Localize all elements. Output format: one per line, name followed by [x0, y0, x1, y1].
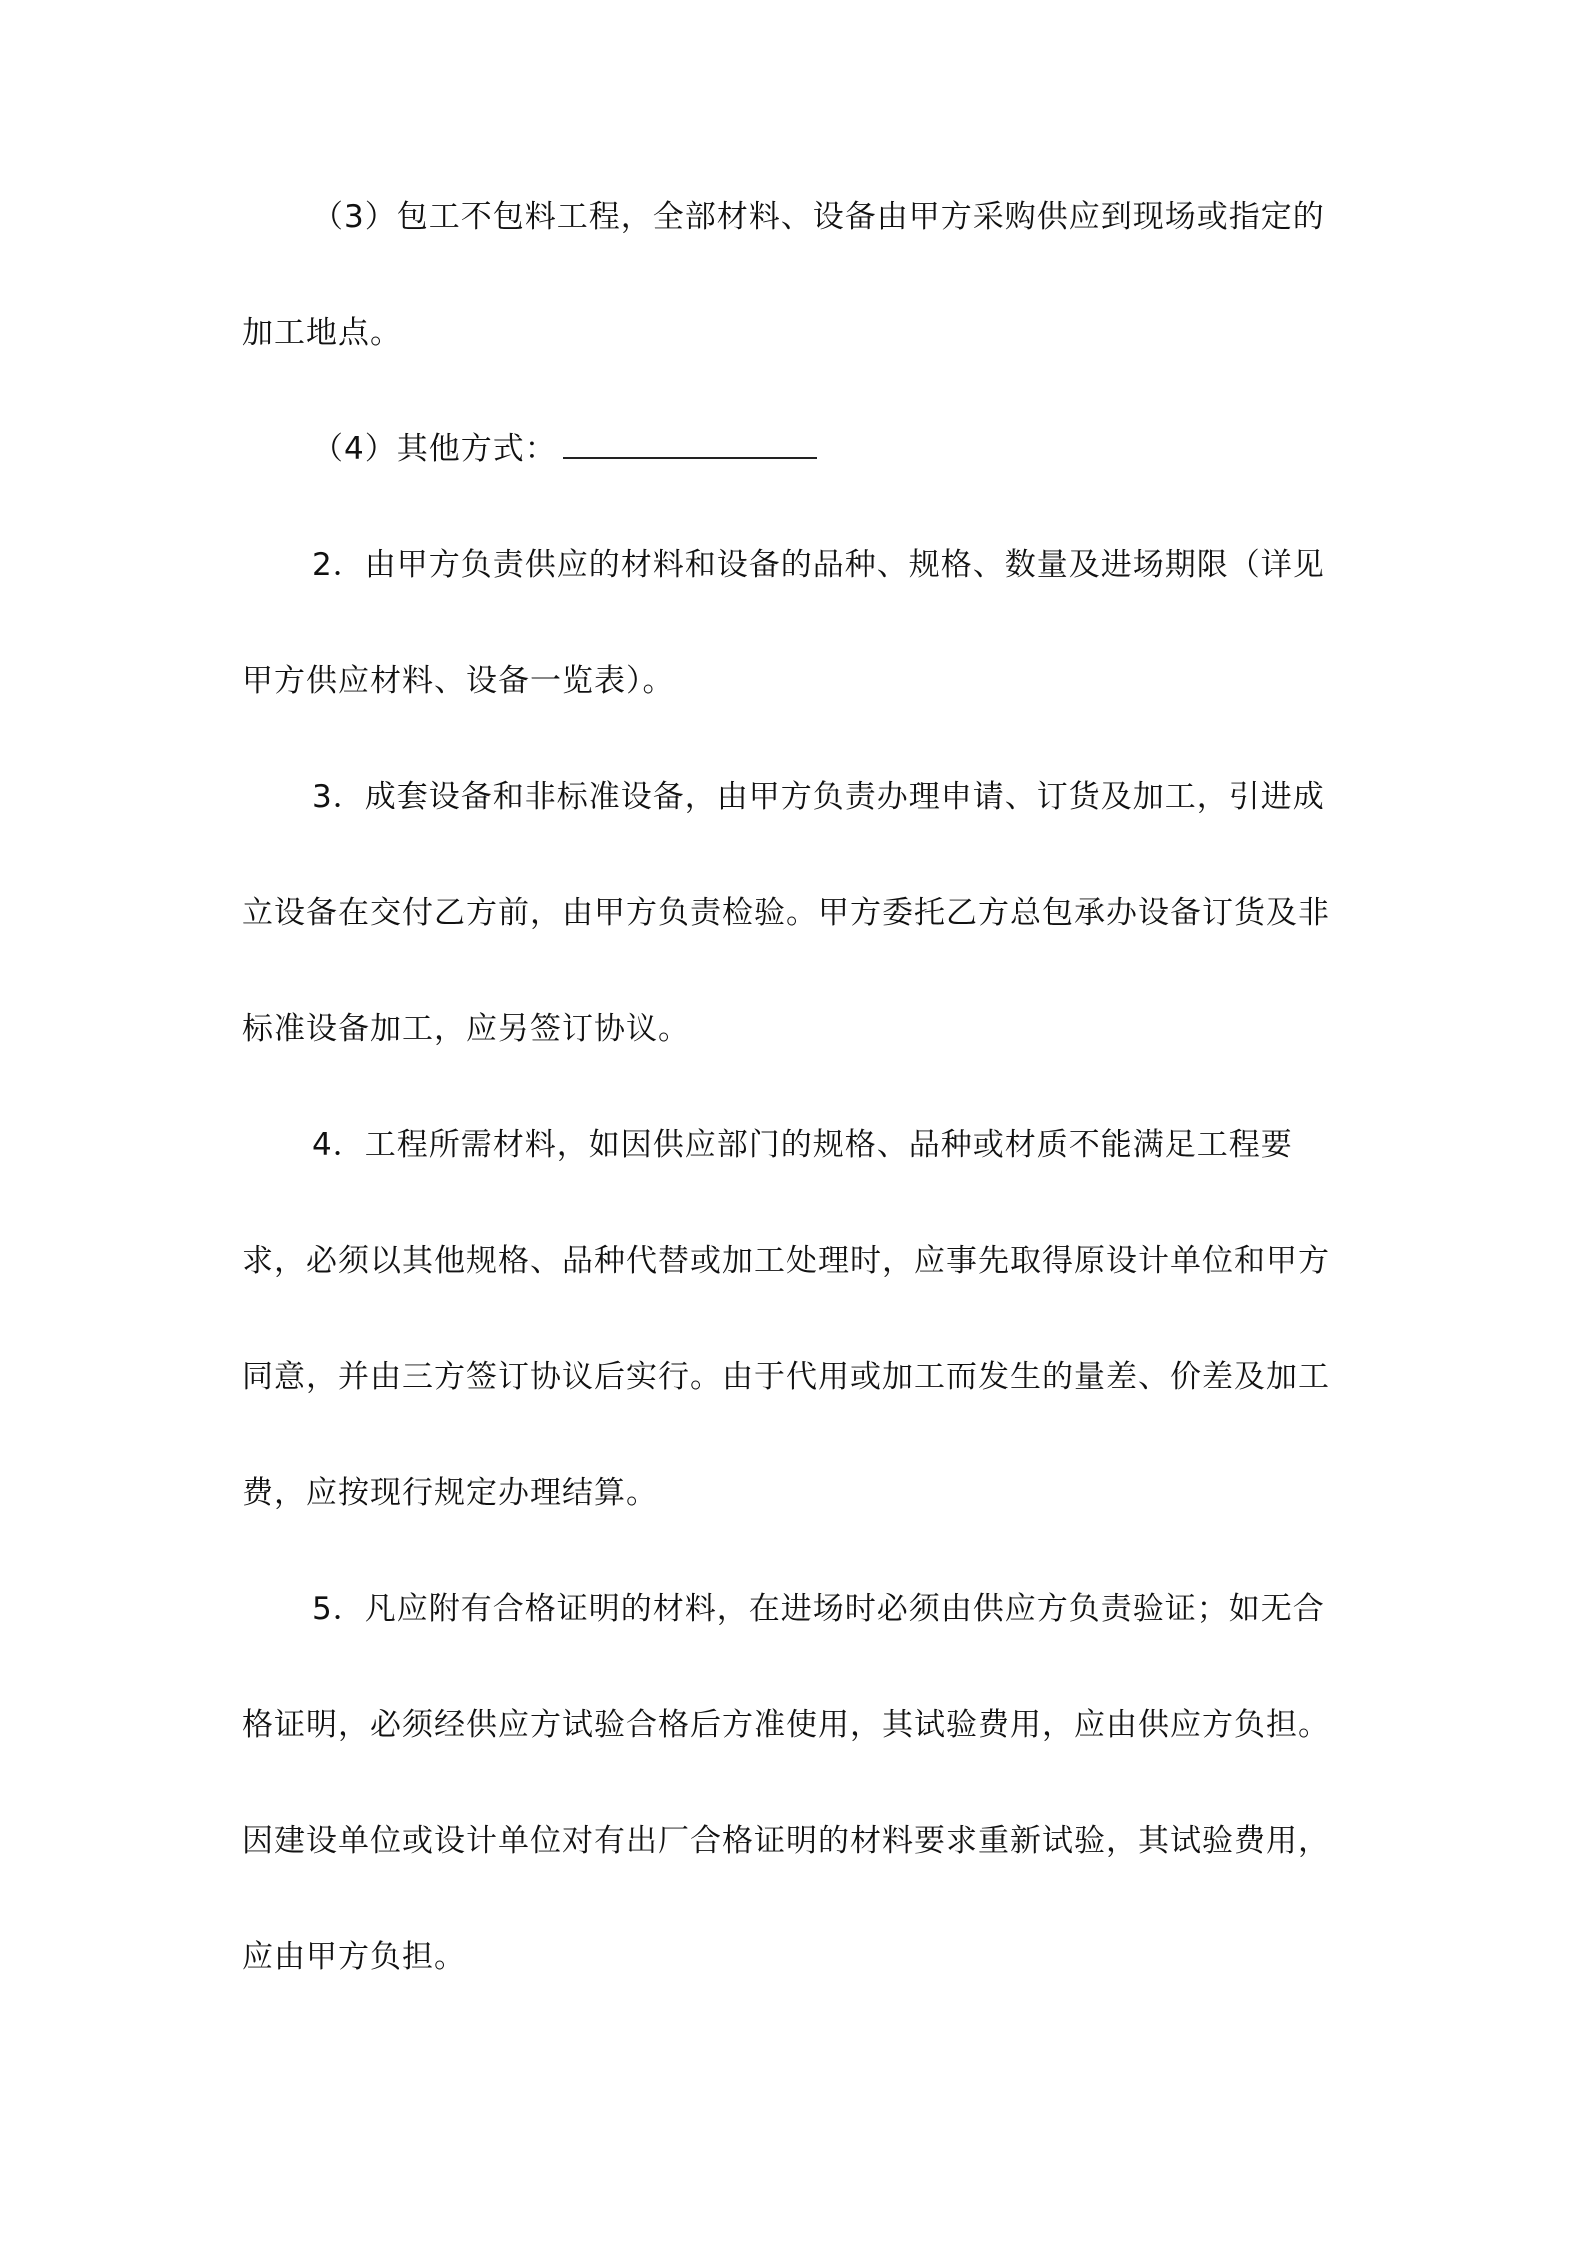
paragraph-line: 应由甲方负担。	[242, 1939, 466, 1975]
paragraph-line: 同意，并由三方签订协议后实行。由于代用或加工而发生的量差、价差及加工	[242, 1359, 1330, 1395]
paragraph-line: 因建设单位或设计单位对有出厂合格证明的材料要求重新试验，其试验费用，	[242, 1823, 1330, 1859]
paragraph-line: 标准设备加工，应另签订协议。	[242, 1011, 690, 1047]
paragraph-line: 格证明，必须经供应方试验合格后方准使用，其试验费用，应由供应方负担。	[242, 1707, 1330, 1743]
paragraph-line: （3）包工不包料工程，全部材料、设备由甲方采购供应到现场或指定的	[312, 199, 1325, 235]
paragraph-line: 加工地点。	[242, 315, 402, 351]
paragraph-line: 4．工程所需材料，如因供应部门的规格、品种或材质不能满足工程要	[312, 1127, 1293, 1163]
paragraph-line-with-blank	[312, 429, 1422, 469]
paragraph-line: 费，应按现行规定办理结算。	[242, 1475, 658, 1511]
paragraph-line: 甲方供应材料、设备一览表）。	[242, 663, 675, 699]
paragraph-line: 立设备在交付乙方前，由甲方负责检验。甲方委托乙方总包承办设备订货及非	[242, 895, 1330, 931]
paragraph-line: 3．成套设备和非标准设备，由甲方负责办理申请、订货及加工，引进成	[312, 779, 1325, 815]
paragraph-line: 求，必须以其他规格、品种代替或加工处理时，应事先取得原设计单位和甲方	[242, 1243, 1330, 1279]
paragraph-line: 5．凡应附有合格证明的材料，在进场时必须由供应方负责验证；如无合	[312, 1591, 1325, 1627]
fill-in-blank	[563, 429, 817, 459]
other-method-label: （4）其他方式：	[312, 431, 557, 467]
paragraph-line: 2．由甲方负责供应的材料和设备的品种、规格、数量及进场期限（详见	[312, 547, 1325, 583]
